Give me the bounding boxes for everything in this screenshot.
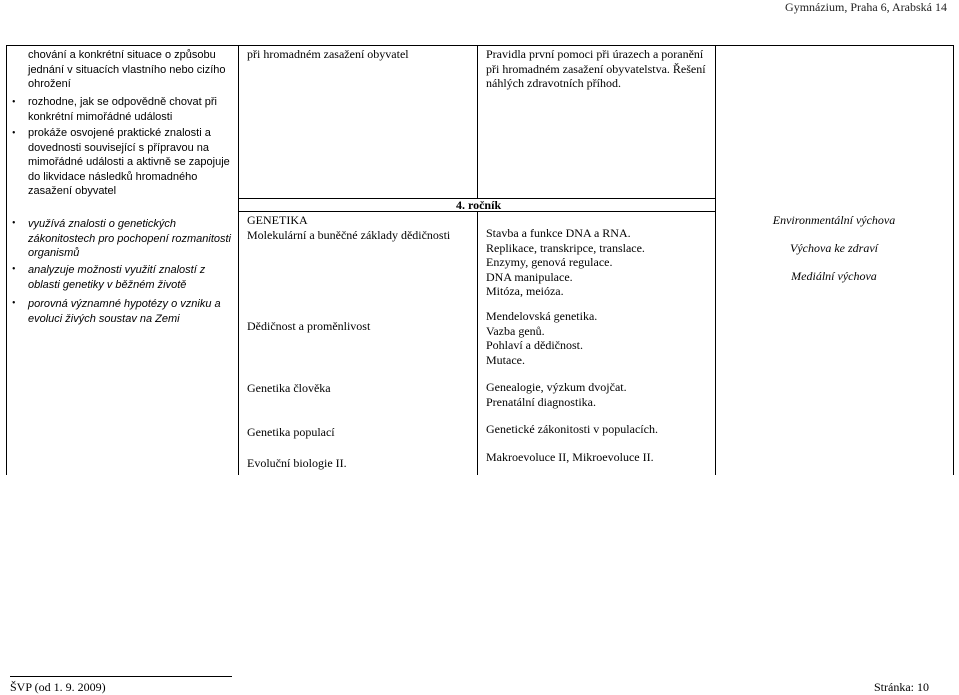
- table-right-border: [953, 45, 954, 475]
- text-line: Mendelovská genetika.: [486, 309, 598, 323]
- text-line: evoluci živých soustav na Zemi: [28, 312, 180, 325]
- col-divider-2: [477, 45, 478, 198]
- text-line: Replikace, transkripce, translace.: [486, 240, 645, 255]
- col-divider-1: [238, 45, 239, 475]
- bullet-icon: •: [12, 264, 16, 275]
- text-line: jednání v situacích vlastního nebo cizího: [28, 63, 226, 76]
- text-line: Prenatální diagnostika.: [486, 394, 596, 409]
- dedicnost-topic: Dědičnost a proměnlivost: [247, 319, 371, 333]
- crosscurricular-health: Výchova ke zdraví: [790, 241, 878, 255]
- text-line: zasažení obyvatel: [28, 185, 117, 197]
- col1-bullet-3: [28, 217, 233, 261]
- text-line: chování a konkrétní situace o způsobu: [28, 49, 216, 61]
- text-line: oblasti genetiky v běžném životě: [28, 278, 187, 291]
- col-divider-2-lower: [477, 211, 478, 475]
- bullet-icon: •: [12, 298, 16, 309]
- rocnik-label: 4. ročník: [456, 198, 502, 212]
- school-header: Gymnázium, Praha 6, Arabská 14: [785, 0, 947, 14]
- text-line: DNA manipulace.: [486, 269, 573, 284]
- bullet-icon: •: [12, 97, 16, 108]
- clovek-topic: Genetika člověka: [247, 381, 331, 395]
- populace-item: Genetické zákonitosti v populacích.: [486, 422, 658, 436]
- bullet-icon: •: [12, 128, 16, 139]
- col2-top: při hromadném zasažení obyvatel: [247, 47, 409, 61]
- molekularni-topic: Molekulární a buněčné základy dědičnosti: [247, 228, 451, 242]
- text-line: Mutace.: [486, 352, 525, 367]
- text-line: využívá znalosti o genetických: [28, 218, 176, 230]
- text-line: prokáže osvojené praktické znalosti a: [28, 127, 211, 139]
- footer-rule: [10, 676, 232, 677]
- col1-bullet-5: [28, 297, 233, 326]
- text-line: ohrožení: [28, 78, 71, 90]
- crosscurricular-media: Mediální výchova: [791, 269, 877, 283]
- dna-list: [486, 226, 711, 299]
- text-line: do likvidace následků hromadného: [28, 170, 198, 183]
- text-line: Stavba a funkce DNA a RNA.: [486, 226, 631, 240]
- makro-item: Makroevoluce II, Mikroevoluce II.: [486, 450, 654, 464]
- text-line: Vazba genů.: [486, 323, 545, 338]
- text-line: dovednosti související s přípravou na: [28, 141, 209, 154]
- col1-bullet-2: [28, 126, 233, 199]
- text-line: Pravidla první pomoci při úrazech a poranění: [486, 47, 704, 61]
- populaci-topic: Genetika populací: [247, 425, 335, 439]
- text-line: Mitóza, meióza.: [486, 284, 564, 298]
- col1-bullet-1: [28, 95, 233, 124]
- text-line: Enzymy, genová regulace.: [486, 255, 613, 269]
- evolucni-topic: Evoluční biologie II.: [247, 456, 347, 470]
- text-line: Genealogie, výzkum dvojčat.: [486, 380, 627, 394]
- text-line: konkrétní mimořádné události: [28, 110, 173, 123]
- table-left-border: [6, 45, 7, 475]
- text-line: porovná významné hypotézy o vzniku a: [28, 298, 221, 310]
- mendel-list: [486, 309, 711, 367]
- col3-top: [486, 47, 711, 91]
- col1-bullet-4: [28, 263, 233, 292]
- text-line: při hromadném zasažení obyvatelstva. Řešení: [486, 61, 706, 76]
- bullet-icon: •: [12, 218, 16, 229]
- table-top-border: [6, 45, 953, 46]
- genetika-heading: GENETIKA: [247, 213, 308, 227]
- col1-intro: [28, 48, 233, 92]
- text-line: zákonitostech pro pochopení rozmanitosti: [28, 232, 232, 245]
- crosscurricular-environmental: Environmentální výchova: [772, 213, 896, 227]
- text-line: Pohlaví a dědičnost.: [486, 338, 583, 352]
- text-line: rozhodne, jak se odpovědně chovat při: [28, 96, 217, 108]
- text-line: analyzuje možnosti využití znalostí z: [28, 264, 206, 276]
- genealogie-list: [486, 380, 711, 409]
- footer-version: ŠVP (od 1. 9. 2009): [10, 680, 106, 694]
- text-line: náhlých zdravotních příhod.: [486, 76, 621, 90]
- page-number: Stránka: 10: [874, 680, 929, 694]
- text-line: mimořádné události a aktivně se zapojuje: [28, 156, 230, 168]
- col-divider-3: [715, 45, 716, 475]
- text-line: organismů: [28, 247, 80, 259]
